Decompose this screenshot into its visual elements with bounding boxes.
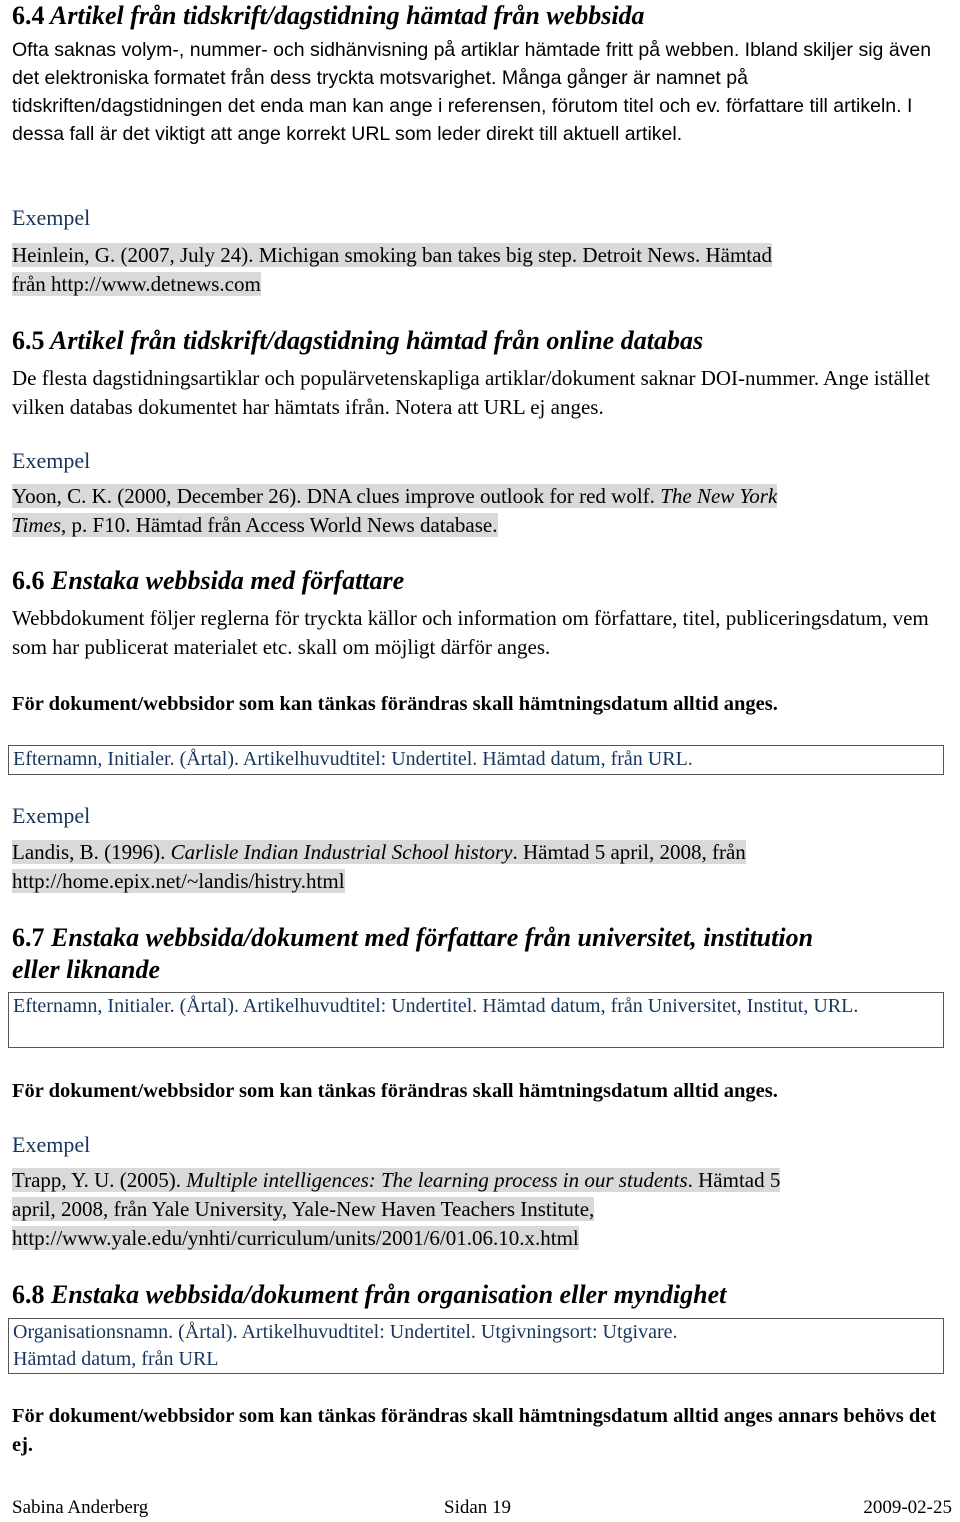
example-label: Exempel — [12, 205, 91, 230]
section-6-7-heading — [12, 922, 942, 986]
reference-text: Landis, B. (1996). — [12, 840, 171, 864]
section-6-4-heading — [12, 0, 645, 32]
section-number: 6.6 — [12, 566, 45, 595]
paragraph-text: I dessa fall är det viktigt att ange korrekt URL som leder direkt till aktuell artikel. — [12, 95, 913, 145]
format-text: Organisationsnamn. (Årtal). Artikelhuvudtitel: Undertitel. Utgivningsort: Utgivare. — [13, 1321, 678, 1343]
section-title: Artikel från tidskrift/dagstidning hämtad från online databas — [50, 326, 704, 355]
reference-line: från http://www.detnews.com — [12, 272, 261, 296]
format-text: Efternamn, Initialer. (Årtal). Artikelhuvudtitel: Undertitel. Hämtad datum, från Universitet, Institut, URL. — [13, 995, 859, 1017]
reference-example — [12, 482, 946, 540]
footer-date: 2009-02-25 — [863, 1497, 952, 1518]
reference-text: . Hämtad 5 — [687, 1168, 781, 1192]
format-text: Efternamn, Initialer. (Årtal). Artikelhuvudtitel: Undertitel. Hämtad datum, från URL. — [13, 748, 693, 770]
section-6-5-heading — [12, 325, 703, 357]
section-6-6-heading — [12, 565, 404, 597]
reference-example — [12, 1166, 780, 1253]
section-title: Enstaka webbsida/dokument från organisation eller myndighet — [51, 1280, 727, 1309]
reference-line: Heinlein, G. (2007, July 24). Michigan smoking ban takes big step. Detroit News. Hämtad — [12, 243, 772, 267]
reference-example — [12, 241, 772, 299]
example-label: Exempel — [12, 1132, 91, 1157]
example-label: Exempel — [12, 448, 91, 473]
section-number: 6.8 — [12, 1280, 45, 1309]
retrieval-date-note: För dokument/webbsidor som kan tänkas förändras skall hämtningsdatum alltid anges. — [12, 1080, 778, 1102]
section-6-4-paragraph — [12, 36, 942, 148]
section-6-5-paragraph: De flesta dagstidningsartiklar och populärvetenskapliga artiklar/dokument saknar DOI-nummer. Ange istället vilken databas dokumentet har hämtats ifrån. Notera att URL ej anges. — [12, 366, 930, 419]
section-number: 6.4 — [12, 1, 45, 30]
paragraph-text: Ofta saknas volym-, nummer- och sidhänvisning på artiklar hämtade fritt på webben. Ibland skiljer sig även det elektroniska formatet från dess tryckta motsvarighet. Många gånger är namnet på tidskriften/dagstidningen det enda man kan ange i referensen, förutom titel och ev. författare till artikeln. — [12, 39, 932, 117]
reference-format-box — [8, 745, 944, 775]
reference-journal: Times — [12, 513, 62, 537]
section-6-8-heading — [12, 1279, 726, 1311]
reference-format-box — [8, 1318, 944, 1374]
section-number: 6.7 — [12, 923, 45, 952]
reference-url: http://www.yale.edu/ynhti/curriculum/units/2001/6/01.06.10.x.html — [12, 1226, 579, 1250]
footer-author: Sabina Anderberg — [12, 1497, 149, 1518]
section-title: Artikel från tidskrift/dagstidning hämtad från webbsida — [50, 1, 645, 30]
reference-text: . Hämtad 5 april, 2008, från — [512, 840, 746, 864]
retrieval-date-note: För dokument/webbsidor som kan tänkas förändras skall hämtningsdatum alltid anges. — [12, 693, 778, 715]
section-6-6-paragraph: Webbdokument följer reglerna för tryckta källor och information om författare, titel, publiceringsdatum, vem som har publicerat materialet etc. skall om möjligt därför anges. — [12, 606, 929, 659]
footer-page-number: Sidan 19 — [444, 1497, 512, 1518]
example-label: Exempel — [12, 803, 91, 828]
section-number: 6.5 — [12, 326, 45, 355]
reference-journal: The New York — [660, 484, 778, 508]
reference-text: Yoon, C. K. (2000, December 26). DNA clues improve outlook for red wolf. — [12, 484, 661, 508]
reference-text: Trapp, Y. U. (2005). — [12, 1168, 187, 1192]
reference-text: april, 2008, från Yale University, Yale-New Haven Teachers Institute, — [12, 1197, 595, 1221]
reference-example — [12, 838, 746, 896]
reference-title: Multiple intelligences: The learning process in our students — [186, 1168, 688, 1192]
reference-format-box — [8, 992, 944, 1048]
section-title: Enstaka webbsida med författare — [51, 566, 405, 595]
format-text: Hämtad datum, från URL — [13, 1348, 219, 1370]
section-title: eller liknande — [12, 955, 161, 984]
section-title: Enstaka webbsida/dokument med författare från universitet, institution — [51, 923, 814, 952]
reference-title: Carlisle Indian Industrial School history — [170, 840, 513, 864]
retrieval-date-note: För dokument/webbsidor som kan tänkas förändras skall hämtningsdatum alltid anges annars behövs det ej. — [12, 1405, 937, 1456]
reference-url: http://home.epix.net/~landis/histry.html — [12, 869, 345, 893]
reference-text: , p. F10. Hämtad från Access World News database. — [61, 513, 498, 537]
